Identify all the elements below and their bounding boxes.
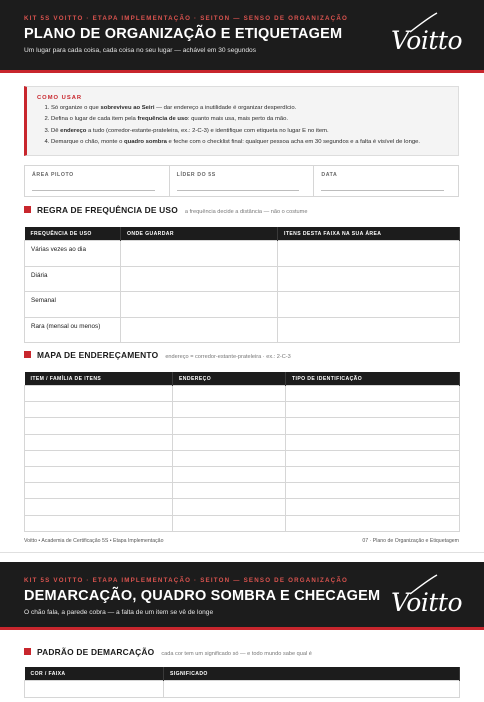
page2-banner — [0, 562, 484, 630]
addr-section-title: MAPA DE ENDEREÇAMENTO — [37, 350, 159, 360]
item-cell[interactable] — [25, 466, 173, 482]
table-header-row — [25, 227, 460, 241]
identification-type-cell[interactable] — [286, 402, 460, 418]
how-to-step: 2. Defina o lugar de cada item pela frequência de uso: quanto mais usa, mais perto da mão. — [51, 114, 461, 125]
how-to-step: 4. Demarque o chão, monte o quadro sombra e feche com o checklist final: qualquer pessoa acha em 30 segundos e a falta é visível de longe. — [51, 137, 461, 148]
address-cell[interactable] — [173, 434, 286, 450]
area-field[interactable] — [25, 166, 170, 196]
table-row — [25, 434, 460, 450]
col-header: TIPO DE IDENTIFICAÇÃO — [286, 372, 460, 386]
table-row — [25, 292, 460, 318]
items-cell[interactable] — [278, 266, 460, 292]
page-divider — [0, 552, 484, 553]
items-cell[interactable] — [278, 241, 460, 267]
table-row — [25, 499, 460, 515]
address-cell[interactable] — [173, 515, 286, 531]
banner-accent-line — [0, 70, 484, 73]
identification-type-cell[interactable] — [286, 483, 460, 499]
col-header: COR / FAIXA — [25, 667, 164, 681]
meaning-cell[interactable] — [164, 681, 460, 698]
table-row — [25, 681, 460, 698]
how-to-use-box — [24, 86, 459, 156]
table-row — [25, 386, 460, 402]
item-cell[interactable] — [25, 499, 173, 515]
how-to-step: 1. Só organize o que sobreviveu ao Seiri — dar endereço a inutilidade é organizar desperdício. — [51, 103, 461, 114]
where-to-store-cell[interactable] — [121, 317, 278, 343]
banner-accent-line — [0, 627, 484, 630]
meta-fields — [24, 165, 459, 197]
table-row — [25, 317, 460, 343]
col-header: SIGNIFICADO — [164, 667, 460, 681]
identification-type-cell[interactable] — [286, 386, 460, 402]
address-cell[interactable] — [173, 402, 286, 418]
table-row — [25, 450, 460, 466]
section-marker-icon — [24, 206, 31, 213]
page2-title: DEMARCAÇÃO, QUADRO SOMBRA E CHECAGEM — [24, 588, 381, 604]
page1-subtitle: Um lugar para cada coisa, cada coisa no seu lugar — achável em 30 segundos — [24, 47, 257, 54]
page2-subtitle: O chão fala, a parede cobra — a falta de um item se vê de longe — [24, 609, 214, 616]
section-marker-icon — [24, 648, 31, 655]
freq-section-heading — [24, 205, 307, 215]
col-header: ENDEREÇO — [173, 372, 286, 386]
item-cell[interactable] — [25, 402, 173, 418]
date-field[interactable] — [314, 166, 458, 196]
leader-field[interactable] — [170, 166, 315, 196]
page1-footer — [24, 538, 459, 544]
item-cell[interactable] — [25, 434, 173, 450]
page2-kicker: KIT 5S VOITTO · ETAPA IMPLEMENTAÇÃO · SEITON — SENSO DE ORGANIZAÇÃO — [24, 577, 349, 584]
addr-section-heading — [24, 350, 291, 360]
address-cell[interactable] — [173, 418, 286, 434]
identification-type-cell[interactable] — [286, 515, 460, 531]
page1-banner — [0, 0, 484, 73]
page1-title: PLANO DE ORGANIZAÇÃO E ETIQUETAGEM — [24, 26, 343, 42]
identification-type-cell[interactable] — [286, 450, 460, 466]
frequency-label: Diária — [25, 266, 121, 292]
date-label: DATA — [321, 172, 338, 178]
table-row — [25, 266, 460, 292]
color-band-cell[interactable] — [25, 681, 164, 698]
leader-input-line[interactable] — [177, 190, 300, 191]
area-input-line[interactable] — [32, 190, 155, 191]
col-header: ONDE GUARDAR — [121, 227, 278, 241]
address-cell[interactable] — [173, 386, 286, 402]
page1-kicker: KIT 5S VOITTO · ETAPA IMPLEMENTAÇÃO · SEITON — SENSO DE ORGANIZAÇÃO — [24, 15, 349, 22]
item-cell[interactable] — [25, 483, 173, 499]
area-label: ÁREA PILOTO — [32, 172, 74, 178]
demarcation-section-title: PADRÃO DE DEMARCAÇÃO — [37, 647, 155, 657]
demarcation-section-heading — [24, 647, 312, 657]
how-to-use-title: COMO USAR — [37, 95, 83, 101]
date-input-line[interactable] — [321, 190, 444, 191]
identification-type-cell[interactable] — [286, 466, 460, 482]
where-to-store-cell[interactable] — [121, 241, 278, 267]
demarcation-table — [24, 667, 460, 698]
freq-section-hint: a frequência decide a distância — não o costume — [184, 209, 308, 215]
table-row — [25, 241, 460, 267]
col-header: ITEM / FAMÍLIA DE ITENS — [25, 372, 173, 386]
table-row — [25, 466, 460, 482]
footer-left: Voitto • Academia de Certificação 5S • Etapa Implementação — [24, 538, 164, 544]
voitto-logo: Voitto — [391, 588, 462, 617]
how-to-use-steps — [37, 103, 461, 149]
frequency-label: Várias vezes ao dia — [25, 241, 121, 267]
frequency-label: Rara (mensal ou menos) — [25, 317, 121, 343]
table-row — [25, 402, 460, 418]
item-cell[interactable] — [25, 386, 173, 402]
item-cell[interactable] — [25, 450, 173, 466]
col-header: FREQUÊNCIA DE USO — [25, 227, 121, 241]
address-cell[interactable] — [173, 450, 286, 466]
items-cell[interactable] — [278, 317, 460, 343]
how-to-step: 3. Dê endereço a tudo (corredor-estante-prateleira, ex.: 2-C-3) e identifique com etiqueta no lugar E no item. — [51, 126, 461, 137]
col-header: ITENS DESTA FAIXA NA SUA ÁREA — [278, 227, 460, 241]
demarcation-section-hint: cada cor tem um significado só — e todo mundo sabe qual é — [161, 651, 312, 657]
address-cell[interactable] — [173, 483, 286, 499]
table-row — [25, 418, 460, 434]
frequency-table — [24, 227, 460, 343]
footer-right: 07 · Plano de Organização e Etiquetagem — [362, 538, 459, 544]
table-row — [25, 515, 460, 531]
table-row — [25, 483, 460, 499]
address-cell[interactable] — [173, 466, 286, 482]
items-cell[interactable] — [278, 292, 460, 318]
identification-type-cell[interactable] — [286, 434, 460, 450]
address-cell[interactable] — [173, 499, 286, 515]
where-to-store-cell[interactable] — [121, 292, 278, 318]
addr-section-hint: endereço = corredor-estante-prateleira · ex.: 2-C-3 — [165, 354, 291, 360]
identification-type-cell[interactable] — [286, 499, 460, 515]
freq-section-title: REGRA DE FREQUÊNCIA DE USO — [37, 205, 178, 215]
frequency-label: Semanal — [25, 292, 121, 318]
where-to-store-cell[interactable] — [121, 266, 278, 292]
table-header-row — [25, 667, 460, 681]
item-cell[interactable] — [25, 418, 173, 434]
voitto-logo: Voitto — [391, 26, 462, 55]
address-map-table — [24, 372, 460, 532]
table-header-row — [25, 372, 460, 386]
identification-type-cell[interactable] — [286, 418, 460, 434]
item-cell[interactable] — [25, 515, 173, 531]
section-marker-icon — [24, 351, 31, 358]
leader-label: LÍDER DO 5S — [176, 172, 216, 178]
